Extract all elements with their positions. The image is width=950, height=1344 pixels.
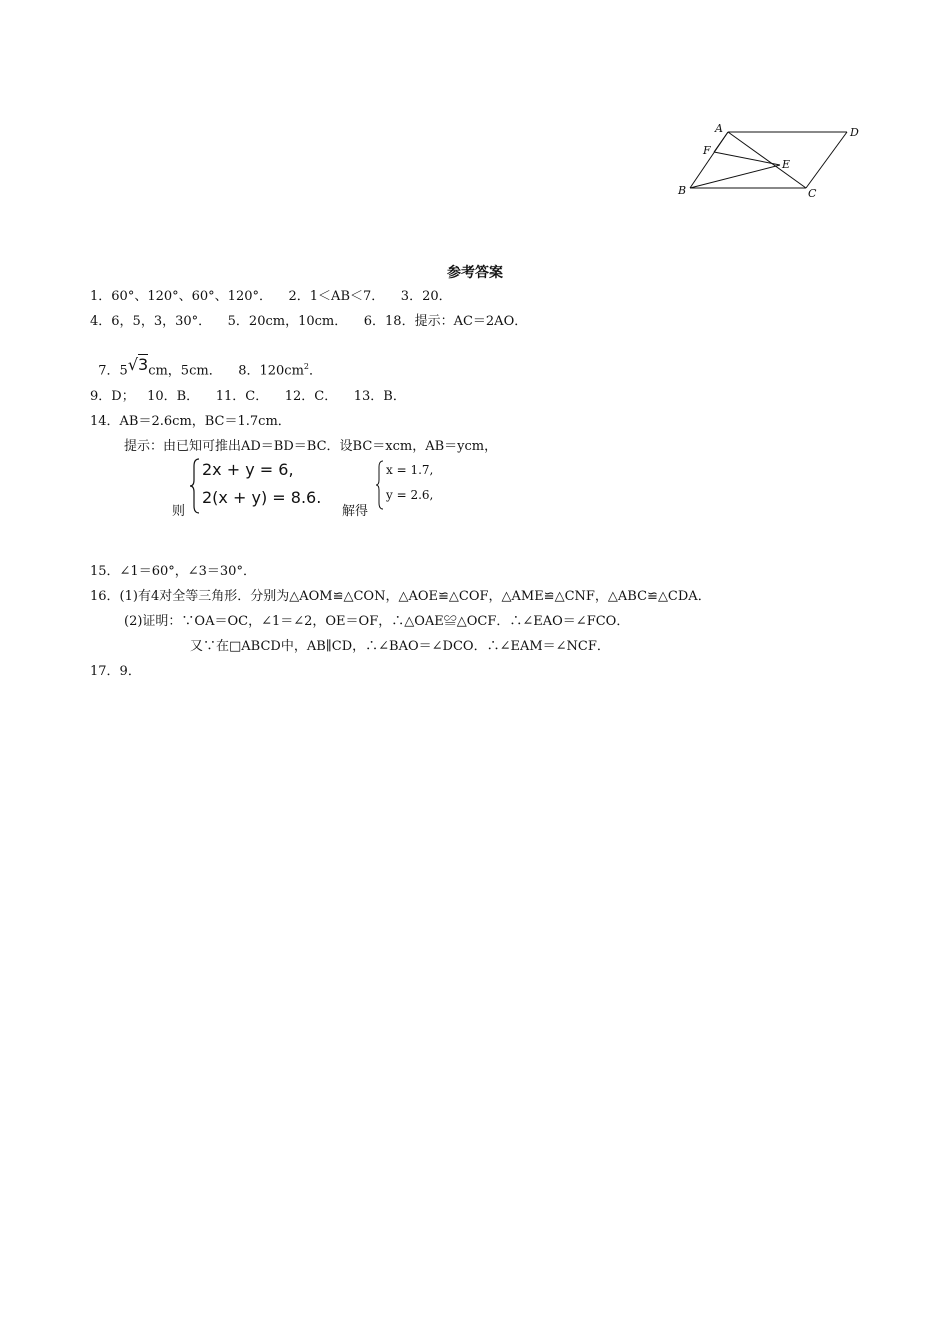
point-label-a: A bbox=[715, 122, 723, 135]
answer-line-2: 4．6，5，3，30°． 5．20cm，10cm． 6．18．提示：AC＝2AO． bbox=[90, 314, 528, 329]
sqrt-radicand: 3 bbox=[138, 355, 149, 375]
system1-equation-2: 2(x + y) = 8.6. bbox=[202, 488, 322, 507]
section-title: 参考答案 bbox=[447, 265, 503, 281]
sqrt-expression: √3 bbox=[127, 355, 149, 375]
answer-line-3 bbox=[90, 340, 322, 380]
segment-af bbox=[714, 132, 728, 152]
answer-line-5: 14．AB＝2.6cm，BC＝1.7cm． bbox=[90, 414, 291, 429]
point-label-c: C bbox=[808, 187, 817, 200]
system1-equation-1: 2x + y = 6, bbox=[202, 460, 294, 479]
answer-line-1: 1．60°、120°、60°、120°． 2．1＜AB＜7． 3．20． bbox=[90, 289, 452, 304]
answer-line-4: 9．D； 10．B． 11．C． 12．C． 13．B． bbox=[90, 389, 406, 404]
point-label-d: D bbox=[850, 126, 859, 139]
system2-equation-1: x = 1.7, bbox=[386, 463, 434, 477]
point-label-b: B bbox=[678, 184, 687, 197]
answer-line-17: 17．9． bbox=[90, 664, 141, 679]
answer-line-15: 15．∠1＝60°，∠3＝30°． bbox=[90, 564, 256, 579]
equation-system-2 bbox=[376, 460, 456, 512]
label-ze: 则 bbox=[172, 504, 186, 519]
answer-line-16-part1: 16．(1)有4对全等三角形．分别为△AOM≌△CON，△AOE≌△COF，△AME≌△CNF，△ABC≌△CDA． bbox=[90, 589, 711, 604]
segment-ac bbox=[728, 132, 806, 188]
answer-8-end: ． bbox=[309, 363, 323, 379]
segment-fe bbox=[714, 152, 780, 165]
system2-equation-2: y = 2.6, bbox=[386, 488, 434, 502]
answer-line-16-part3: 又∵在□ABCD中，AB∥CD，∴∠BAO＝∠DCO．∴∠EAM＝∠NCF． bbox=[190, 639, 610, 654]
hint-line: 提示：由已知可推出AD＝BD＝BC．设BC＝xcm，AB＝ycm， bbox=[124, 439, 498, 454]
answer-line-16-part2: (2)证明：∵OA＝OC，∠1＝∠2，OE＝OF，∴△OAE≌△OCF．∴∠EAO＝∠FCO． bbox=[124, 614, 630, 629]
label-jiede: 解得 bbox=[342, 504, 369, 519]
parallelogram-figure bbox=[672, 120, 872, 205]
equation-system-1 bbox=[190, 458, 330, 518]
brace-icon bbox=[190, 458, 200, 514]
brace-icon bbox=[376, 460, 384, 510]
point-label-e: E bbox=[782, 158, 791, 171]
point-label-f: F bbox=[703, 144, 711, 157]
answer-7-prefix: 7．5 bbox=[98, 363, 128, 379]
answer-7-rest: cm，5cm． 8．120cm bbox=[148, 363, 304, 379]
area-exponent: 2 bbox=[303, 362, 310, 371]
segment-cd bbox=[806, 132, 847, 188]
